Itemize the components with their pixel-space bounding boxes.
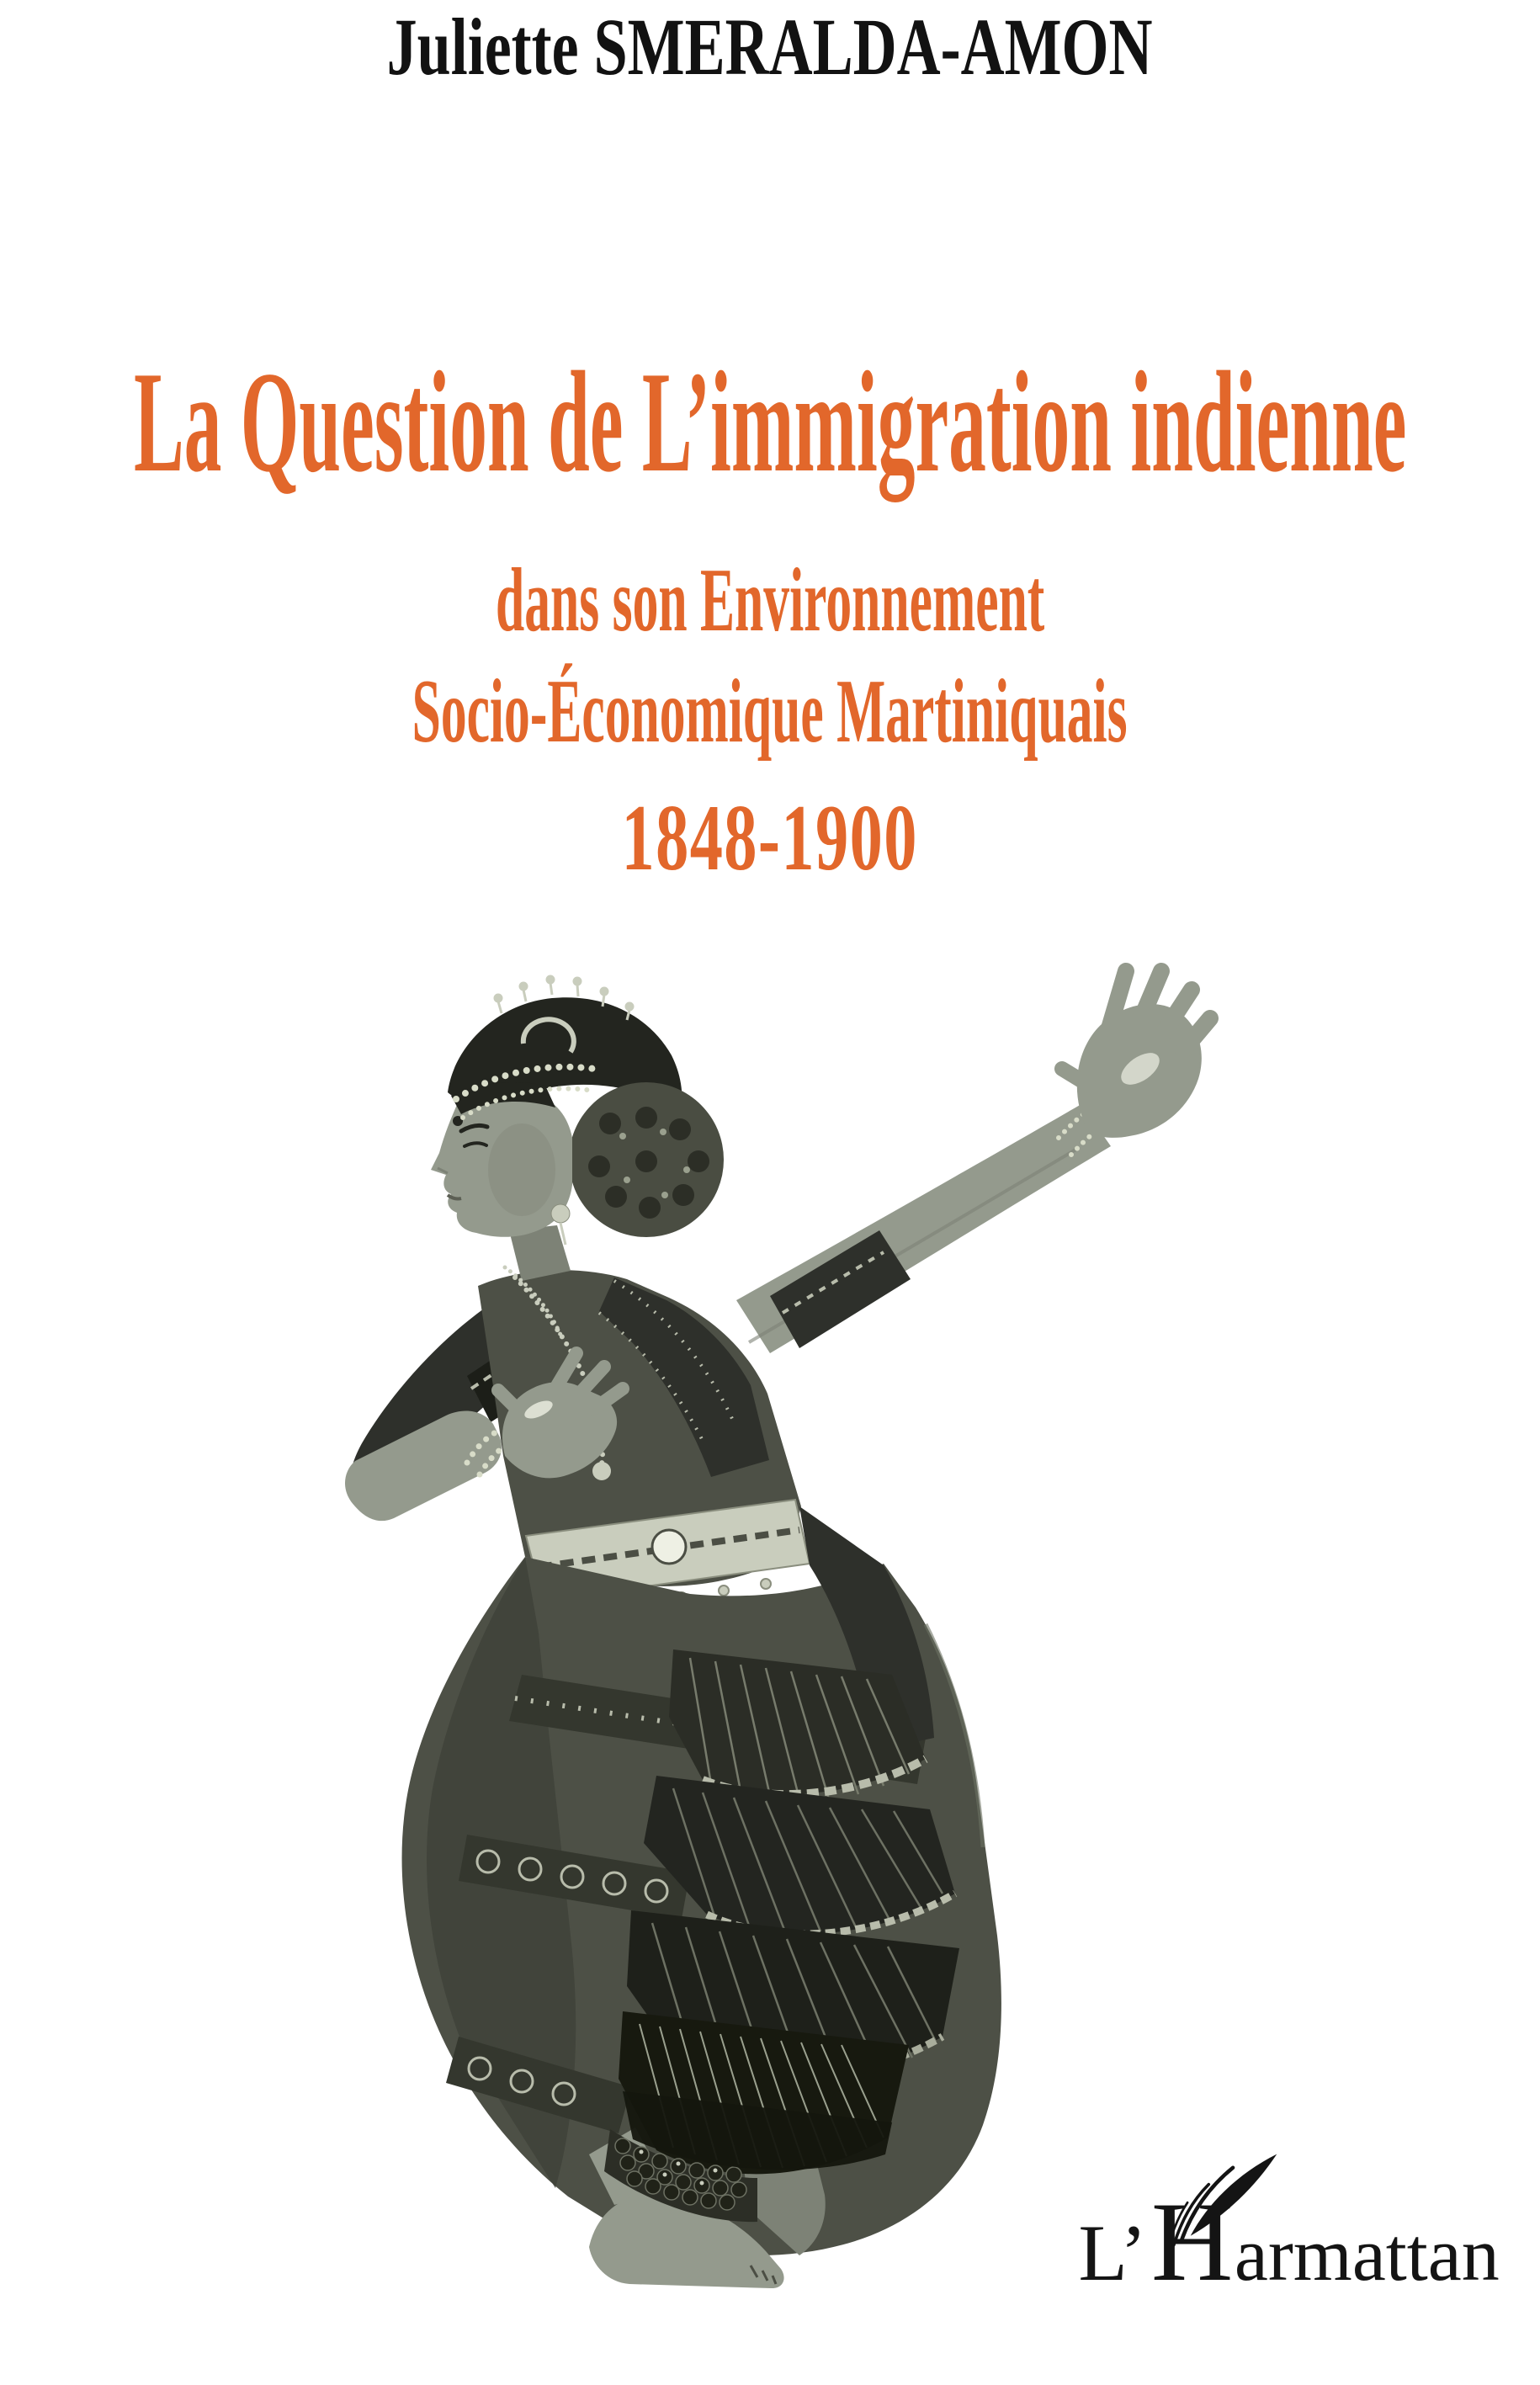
subtitle-line1-row xyxy=(0,550,1540,651)
publisher-rest: armattan xyxy=(1234,2213,1500,2295)
publisher-initial: H xyxy=(1150,2180,1234,2295)
subtitle-line2: Socio-Économique Martiniquais xyxy=(412,661,1128,762)
years: 1848-1900 xyxy=(621,786,919,890)
publisher-wordmark xyxy=(1079,2180,1500,2295)
dancer-photo xyxy=(84,917,1229,2306)
author-name-row xyxy=(0,2,1540,92)
dancer-raised-arm xyxy=(736,971,1210,1353)
publisher-prefix: L’ xyxy=(1078,2208,1147,2295)
publisher-logo xyxy=(1078,2151,1503,2295)
book-title: La Question de L’immigration indienne xyxy=(133,343,1407,502)
subtitle-line1: dans son Environnement xyxy=(495,550,1045,651)
earring xyxy=(551,1204,570,1223)
subtitle-line2-row xyxy=(0,661,1540,762)
author-name: Juliette SMERALDA-AMON xyxy=(387,2,1153,92)
dancer-head xyxy=(431,976,724,1245)
book-title-row xyxy=(0,343,1540,502)
years-row xyxy=(0,786,1540,890)
